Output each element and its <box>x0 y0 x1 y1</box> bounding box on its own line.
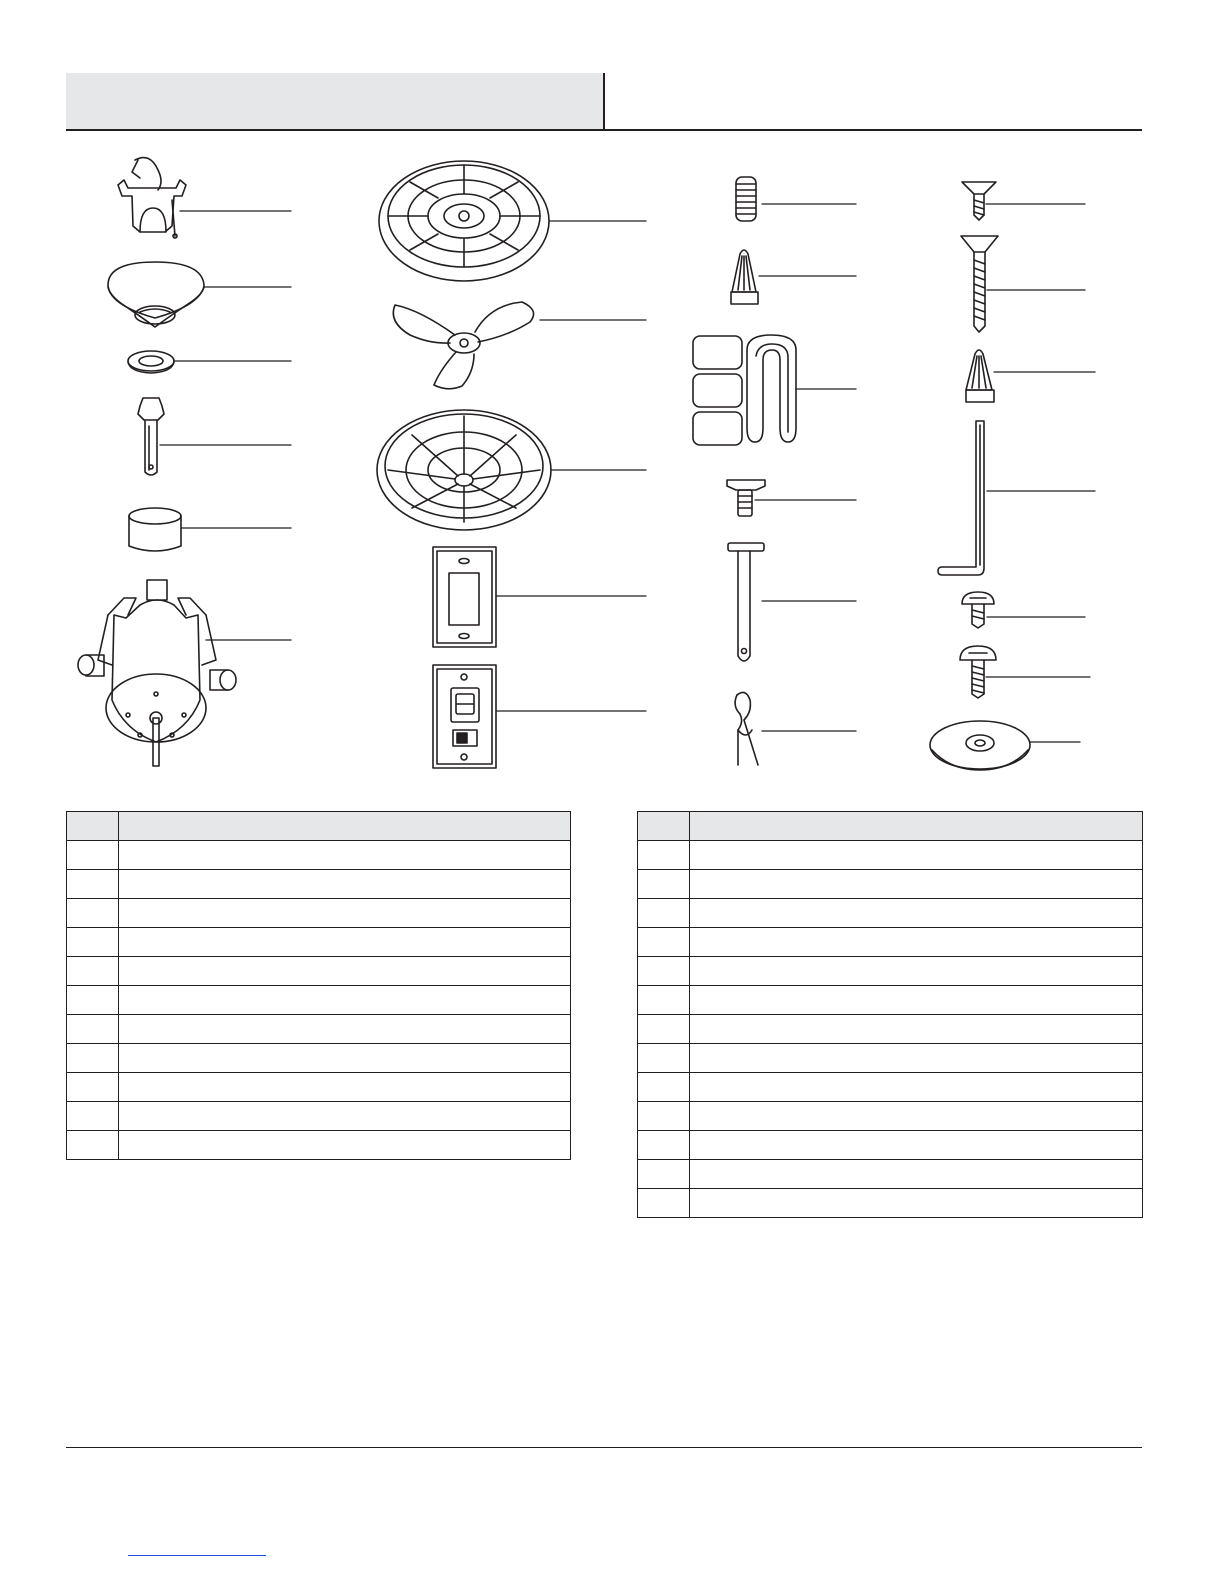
part-cell <box>638 1131 690 1160</box>
part-cell <box>67 1044 119 1073</box>
wall-control-icon <box>433 665 646 768</box>
blade-hub-cap-icon <box>930 721 1080 770</box>
hitch-pin-clip-icon <box>735 692 856 765</box>
wall-plate-icon <box>433 547 646 647</box>
part-cell <box>638 1189 690 1218</box>
canopy-icon <box>108 262 291 327</box>
part-cell <box>67 1015 119 1044</box>
set-screw-icon <box>736 177 856 221</box>
parts-table-right <box>637 811 1143 1218</box>
description-cell <box>690 1044 1143 1073</box>
wire-connector-large-icon <box>966 350 1095 402</box>
header-part <box>67 812 119 841</box>
table-row <box>67 986 571 1015</box>
description-cell <box>690 1189 1143 1218</box>
description-cell <box>119 928 571 957</box>
part-cell <box>638 928 690 957</box>
description-cell <box>119 1102 571 1131</box>
description-cell <box>119 1044 571 1073</box>
header-description <box>119 812 571 841</box>
description-cell <box>690 1015 1143 1044</box>
clevis-pin-icon <box>728 543 856 661</box>
part-cell <box>67 870 119 899</box>
part-cell <box>67 899 119 928</box>
table-row <box>638 1015 1143 1044</box>
table-row <box>638 1131 1143 1160</box>
part-cell <box>67 841 119 870</box>
pan-head-screw-long-icon <box>960 646 1090 698</box>
part-cell <box>638 986 690 1015</box>
coupling-cover-icon <box>129 508 291 551</box>
wire-connector-small-icon <box>731 250 856 304</box>
table-row <box>67 1044 571 1073</box>
description-cell <box>119 986 571 1015</box>
part-cell <box>638 1073 690 1102</box>
table-row <box>638 841 1143 870</box>
parts-table-left <box>66 811 571 1160</box>
part-cell <box>67 1073 119 1102</box>
mounting-bracket-icon <box>118 158 291 238</box>
part-cell <box>638 841 690 870</box>
description-cell <box>690 899 1143 928</box>
description-cell <box>690 1160 1143 1189</box>
description-cell <box>119 957 571 986</box>
part-cell <box>638 1102 690 1131</box>
description-cell <box>690 1102 1143 1131</box>
pan-head-screw-short-icon <box>962 592 1085 628</box>
thumb-screw-icon <box>727 480 856 516</box>
table-row <box>67 957 571 986</box>
table-row <box>67 1131 571 1160</box>
part-cell <box>67 1102 119 1131</box>
table-row <box>638 870 1143 899</box>
table-row <box>638 957 1143 986</box>
description-cell <box>690 841 1143 870</box>
part-cell <box>638 1160 690 1189</box>
description-cell <box>690 1131 1143 1160</box>
part-cell <box>638 870 690 899</box>
front-grill-icon <box>379 161 646 281</box>
fan-blade-icon <box>393 302 646 389</box>
table-row <box>638 1160 1143 1189</box>
header-part <box>638 812 690 841</box>
description-cell <box>690 957 1143 986</box>
table-row <box>638 899 1143 928</box>
table-row <box>638 928 1143 957</box>
table-row <box>638 1102 1143 1131</box>
table-row <box>67 899 571 928</box>
hex-key-icon <box>938 421 1095 575</box>
description-cell <box>119 899 571 928</box>
description-cell <box>690 986 1143 1015</box>
part-cell <box>67 957 119 986</box>
description-cell <box>690 928 1143 957</box>
table-row <box>638 1044 1143 1073</box>
description-cell <box>119 1073 571 1102</box>
table-row <box>67 1102 571 1131</box>
description-cell <box>119 870 571 899</box>
description-cell <box>119 1131 571 1160</box>
header-description <box>690 812 1143 841</box>
canopy-cover-ring-icon <box>128 351 291 373</box>
table-row <box>67 1015 571 1044</box>
table-header-row <box>638 812 1143 841</box>
table-row <box>638 986 1143 1015</box>
description-cell <box>690 870 1143 899</box>
adhesive-pads-and-wire-clip-icon <box>693 335 856 445</box>
part-cell <box>67 1131 119 1160</box>
downrod-icon <box>138 398 291 475</box>
footer-link[interactable] <box>128 1555 266 1556</box>
table-row <box>67 870 571 899</box>
part-cell <box>638 1015 690 1044</box>
flat-head-screw-long-icon <box>961 236 1085 332</box>
description-cell <box>119 1015 571 1044</box>
table-row <box>67 1073 571 1102</box>
part-cell <box>67 986 119 1015</box>
description-cell <box>119 841 571 870</box>
table-row <box>638 1073 1143 1102</box>
part-cell <box>638 1044 690 1073</box>
rear-grill-icon <box>377 410 646 530</box>
part-cell <box>638 957 690 986</box>
part-cell <box>638 899 690 928</box>
part-cell <box>67 928 119 957</box>
motor-assembly-icon <box>78 580 291 766</box>
table-header-row <box>67 812 571 841</box>
description-cell <box>690 1073 1143 1102</box>
table-row <box>638 1189 1143 1218</box>
flat-head-screw-short-icon <box>962 182 1085 220</box>
footer-rule <box>66 1447 1142 1448</box>
table-row <box>67 928 571 957</box>
table-row <box>67 841 571 870</box>
